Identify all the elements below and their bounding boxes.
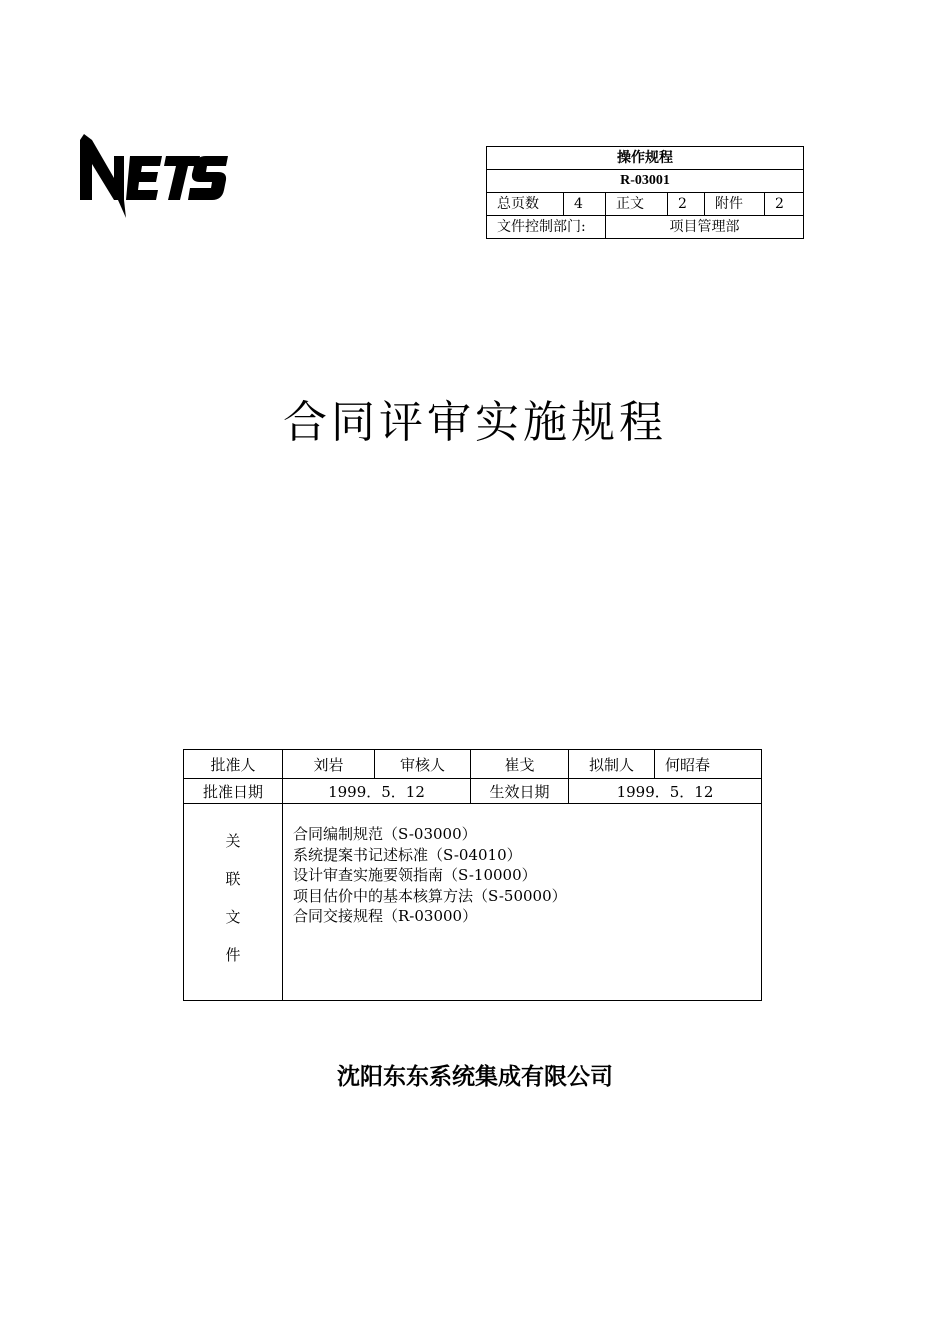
related-label-char: 文 — [225, 908, 241, 926]
reviewer-label: 审核人 — [375, 750, 471, 779]
effective-date-value: 1999．5．12 — [569, 779, 762, 804]
related-label-char: 件 — [225, 946, 241, 964]
total-pages-value: 4 — [564, 193, 606, 216]
nets-logo — [78, 134, 230, 218]
related-doc-item: 系统提案书记述标准（S-04010） — [293, 845, 522, 864]
attachment-pages-value: 2 — [765, 193, 804, 216]
approval-table — [183, 749, 762, 1001]
related-doc-item: 合同交接规程（R-03000） — [293, 907, 478, 925]
approver-label: 批准人 — [184, 750, 283, 779]
drafter-value: 何昭春 — [655, 750, 762, 779]
related-doc-item: 项目估价中的基本核算方法（S-50000） — [293, 886, 567, 905]
effective-date-label: 生效日期 — [471, 779, 569, 804]
document-code: R-03001 — [487, 170, 804, 193]
document-title: 合同评审实施规程 — [283, 397, 667, 448]
related-doc-item: 设计审查实施要领指南（S-10000） — [293, 866, 537, 884]
related-label-char: 关 — [225, 832, 241, 850]
related-docs-list — [283, 804, 762, 1001]
related-docs-label — [184, 804, 283, 1001]
body-label: 正文 — [606, 193, 668, 216]
procedure-type-header: 操作规程 — [487, 147, 804, 170]
approval-date-label: 批准日期 — [184, 779, 283, 804]
attachment-label: 附件 — [705, 193, 765, 216]
related-doc-item: 合同编制规范（S-03000） — [293, 825, 477, 843]
dept-value: 项目管理部 — [606, 216, 804, 239]
related-label-char: 联 — [225, 870, 241, 888]
total-pages-label: 总页数 — [487, 193, 564, 216]
company-name: 沈阳东东系统集成有限公司 — [337, 1064, 613, 1090]
document-info-table — [486, 146, 804, 239]
approval-date-value: 1999．5．12 — [283, 779, 471, 804]
reviewer-value: 崔戈 — [471, 750, 569, 779]
approver-value: 刘岩 — [283, 750, 375, 779]
dept-label: 文件控制部门: — [487, 216, 606, 239]
body-pages-value: 2 — [668, 193, 705, 216]
drafter-label: 拟制人 — [569, 750, 655, 779]
